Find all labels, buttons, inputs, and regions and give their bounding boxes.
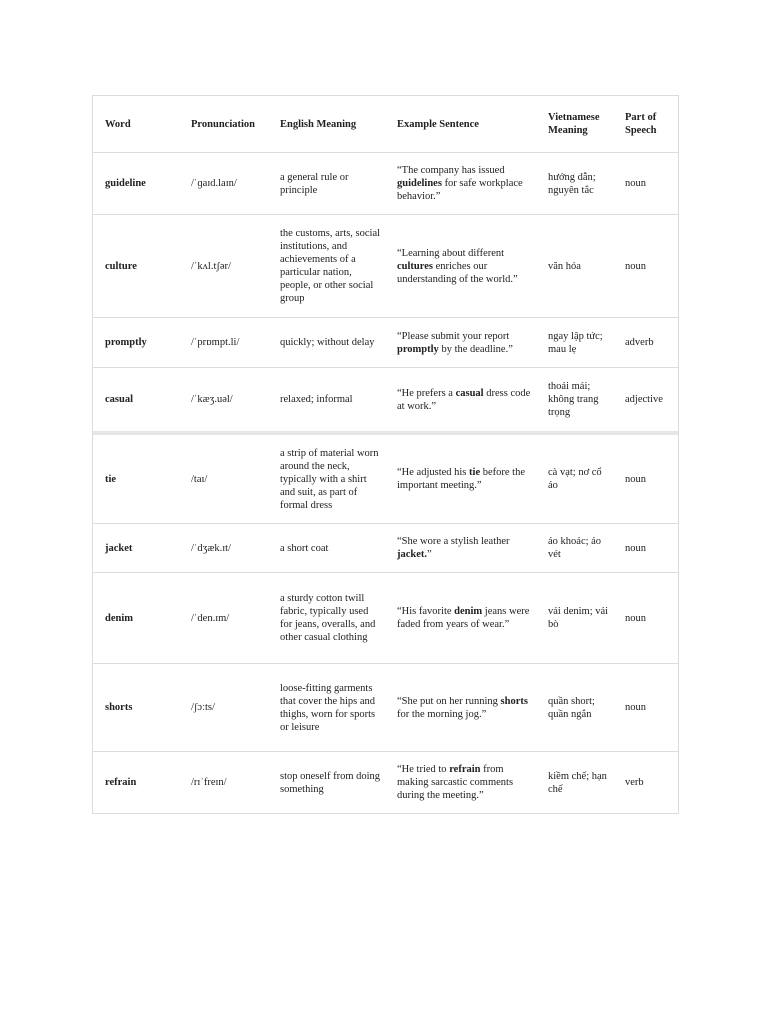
example-keyword: refrain: [449, 764, 481, 775]
table-row: [93, 751, 678, 813]
vietnamese-meaning-cell: vải denim; vải bò: [548, 606, 609, 630]
example-sentence-cell: [385, 153, 536, 214]
example-text: “He tried to: [397, 764, 450, 775]
word-cell: tie: [105, 473, 117, 485]
example-keyword: promptly: [397, 343, 439, 355]
example-sentence-cell: [385, 318, 536, 367]
word-cell: jacket: [105, 542, 133, 554]
vocabulary-table: [92, 95, 679, 814]
table-row: [93, 367, 678, 431]
example-text: ”: [427, 549, 432, 560]
word-cell: refrain: [105, 777, 137, 788]
pronunciation-cell: /ˈprɒmpt.li/: [191, 337, 240, 348]
part-of-speech-cell: verb: [625, 777, 644, 788]
pronunciation-cell: /ˈdʒæk.ɪt/: [191, 542, 231, 554]
pronunciation-cell: /ˈkʌl.tʃər/: [191, 260, 231, 272]
example-text: “His favorite: [397, 606, 455, 617]
example-keyword: casual: [455, 387, 484, 399]
vietnamese-meaning-cell: quần short; quần ngắn: [548, 695, 595, 720]
vietnamese-meaning-cell: ngay lập tức; mau lẹ: [548, 330, 603, 355]
example-keyword: denim: [454, 606, 483, 617]
english-meaning-cell: the customs, arts, social institutions, and achievements of a particular nation, people, or other social group: [280, 228, 381, 304]
table-row: [93, 523, 678, 572]
example-sentence-cell: [385, 368, 536, 431]
vietnamese-meaning-cell: cà vạt; nơ cổ áo: [548, 467, 602, 491]
example-keyword: shorts: [500, 695, 528, 707]
table-row: [93, 317, 678, 367]
example-text: “Please submit your report: [397, 330, 510, 342]
part-of-speech-cell: noun: [625, 702, 646, 713]
part-of-speech-cell: noun: [625, 542, 646, 554]
english-meaning-cell: a general rule or principle: [280, 171, 349, 196]
header-vietnamese-meaning: Vietnamese Meaning: [548, 112, 600, 136]
english-meaning-cell: a short coat: [280, 542, 329, 554]
pronunciation-cell: /ʃɔːts/: [191, 702, 215, 713]
example-text: “Learning about different: [397, 247, 505, 259]
pronunciation-cell: /ˈɡaɪd.laɪn/: [191, 178, 237, 189]
english-meaning-cell: relaxed; informal: [280, 394, 353, 405]
example-keyword: guidelines: [397, 178, 442, 189]
part-of-speech-cell: adverb: [625, 337, 654, 348]
part-of-speech-cell: noun: [625, 178, 646, 189]
header-word: Word: [105, 118, 131, 130]
pronunciation-cell: /rɪˈfreɪn/: [191, 777, 227, 788]
table-row: [93, 152, 678, 214]
table-row: [93, 663, 678, 751]
header-pronunciation: Pronunciation: [191, 118, 255, 130]
table-row: [93, 431, 678, 523]
pronunciation-cell: /ˈden.ɪm/: [191, 612, 230, 624]
example-text: for safe workplace behavior.”: [397, 178, 523, 202]
vietnamese-meaning-cell: văn hóa: [548, 260, 581, 272]
example-sentence-cell: [385, 752, 536, 813]
example-text: for the morning jog.”: [397, 708, 487, 720]
example-text: “She wore a stylish leather: [397, 536, 510, 547]
part-of-speech-cell: noun: [625, 260, 646, 272]
table-row: [93, 214, 678, 317]
word-cell: denim: [105, 612, 134, 624]
table-header-row: [93, 96, 678, 152]
english-meaning-cell: loose-fitting garments that cover the hips and thighs, worn for sports or leisure: [280, 682, 376, 733]
pronunciation-cell: /taɪ/: [191, 473, 208, 485]
header-english-meaning: English Meaning: [280, 118, 357, 130]
vietnamese-meaning-cell: hướng dẫn; nguyên tắc: [548, 171, 596, 196]
word-cell: promptly: [105, 337, 147, 348]
example-keyword: jacket.: [397, 549, 428, 560]
example-text: “The company has issued: [397, 165, 505, 176]
vietnamese-meaning-cell: áo khoác; áo vét: [548, 536, 602, 560]
pronunciation-cell: /ˈkæʒ.uəl/: [191, 394, 233, 405]
example-text: “She put on her running: [397, 695, 501, 707]
example-keyword: cultures: [397, 260, 433, 272]
english-meaning-cell: quickly; without delay: [280, 337, 375, 348]
vietnamese-meaning-cell: thoải mái; không trang trọng: [548, 381, 599, 418]
example-text: enriches our understanding of the world.”: [397, 260, 518, 285]
header-part-of-speech: Part of Speech: [625, 112, 657, 136]
example-text: dress code at work.”: [397, 387, 531, 412]
header-example-sentence: Example Sentence: [397, 118, 479, 130]
english-meaning-cell: a strip of material worn around the neck, typically with a shirt and suit, as part of formal dress: [280, 447, 379, 511]
example-text: “He prefers a: [397, 387, 456, 399]
example-sentence-cell: [385, 524, 536, 572]
example-text: before the important meeting.”: [397, 467, 526, 491]
example-text: by the deadline.”: [438, 343, 513, 355]
word-cell: culture: [105, 260, 137, 272]
part-of-speech-cell: noun: [625, 612, 646, 624]
word-cell: shorts: [105, 702, 133, 713]
example-sentence-cell: [385, 435, 536, 523]
example-text: from making sarcastic comments during the meeting.”: [397, 764, 514, 801]
example-keyword: tie: [469, 467, 481, 478]
english-meaning-cell: stop oneself from doing something: [280, 770, 381, 795]
example-sentence-cell: [385, 215, 536, 317]
english-meaning-cell: a sturdy cotton twill fabric, typically used for jeans, overalls, and other casual clothing: [280, 593, 376, 643]
example-text: jeans were faded from years of wear.”: [397, 606, 530, 630]
example-text: “He adjusted his: [397, 467, 470, 478]
table-row: [93, 572, 678, 663]
word-cell: casual: [105, 394, 134, 405]
word-cell: guideline: [105, 178, 146, 189]
vietnamese-meaning-cell: kiềm chế; hạn chế: [548, 770, 607, 795]
part-of-speech-cell: noun: [625, 473, 646, 485]
example-sentence-cell: [385, 664, 536, 751]
example-sentence-cell: [385, 573, 536, 663]
part-of-speech-cell: adjective: [625, 394, 663, 405]
